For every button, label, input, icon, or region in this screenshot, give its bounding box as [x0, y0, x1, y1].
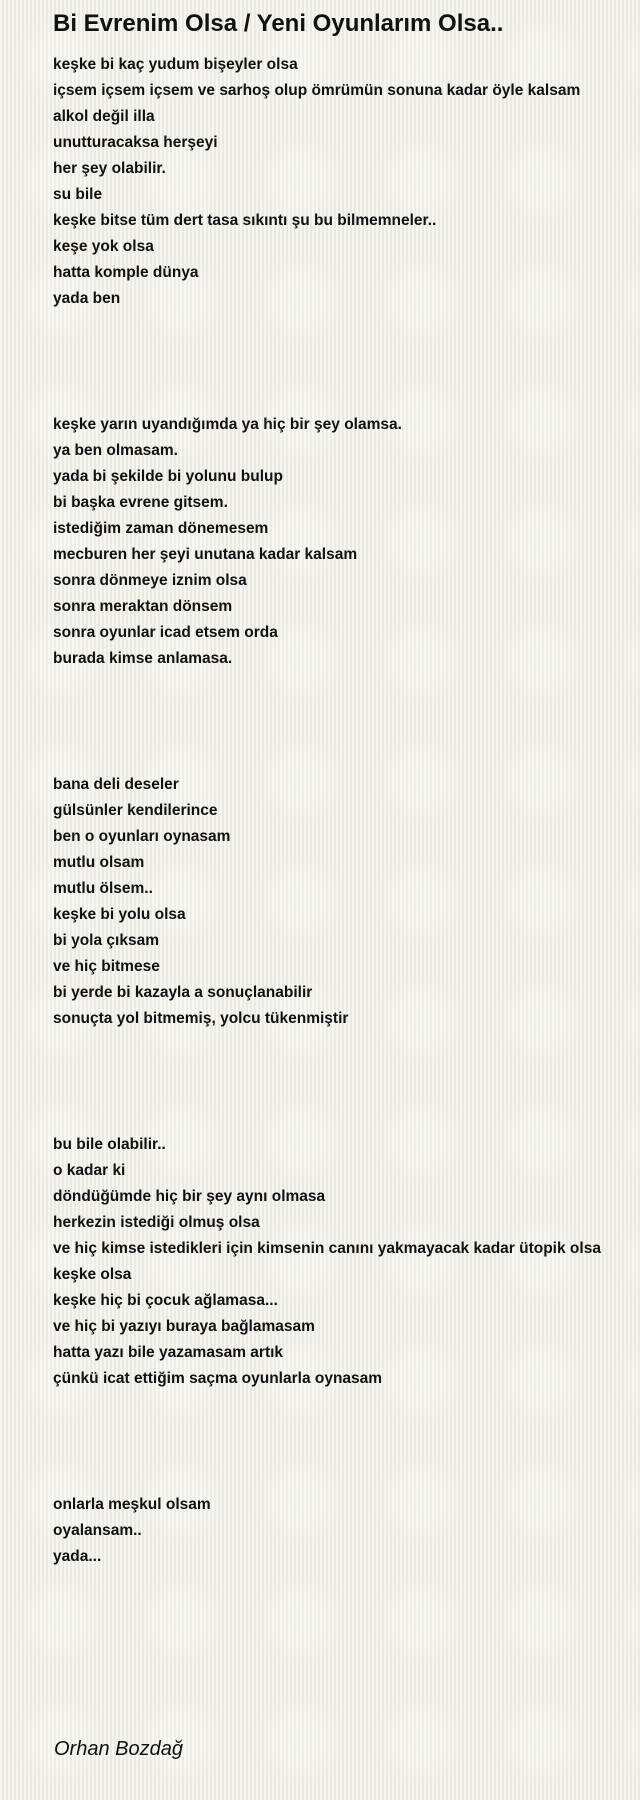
poem-line: yada ben — [53, 290, 121, 307]
poem-line: keşke bitse tüm dert tasa sıkıntı şu bu bilmemneler.. — [53, 212, 437, 229]
poem-line: burada kimse anlamasa. — [53, 650, 233, 667]
poem-line: alkol değil illa — [53, 108, 155, 125]
poem-line: unutturacaksa herşeyi — [53, 134, 218, 151]
poem-line: çünkü icat ettiğim saçma oyunlarla oynasam — [53, 1370, 383, 1387]
poem-line: bi başka evrene gitsem. — [53, 494, 228, 511]
stanza-4 — [53, 1132, 638, 1392]
poem-line: ben o oyunları oynasam — [53, 828, 231, 845]
poem-line: keşke bi yolu olsa — [53, 906, 186, 923]
poem-line: bi yola çıksam — [53, 932, 159, 949]
poem-line: o kadar ki — [53, 1162, 126, 1179]
stanza-3 — [53, 772, 638, 1032]
poem-line: keşke olsa — [53, 1266, 132, 1283]
poem-line: sonra meraktan dönsem — [53, 598, 233, 615]
poem-line: sonra dönmeye iznim olsa — [53, 572, 247, 589]
author-name: Orhan Bozdağ — [54, 1738, 183, 1760]
poem-line: döndüğümde hiç bir şey aynı olmasa — [53, 1188, 326, 1205]
poem-line: hatta yazı bile yazamasam artık — [53, 1344, 284, 1361]
stanza-1 — [53, 52, 638, 312]
poem-line: keşke yarın uyandığımda ya hiç bir şey olamsa. — [53, 416, 402, 433]
poem-line: yada... — [53, 1548, 102, 1565]
poem-line: ve hiç bi yazıyı buraya bağlamasam — [53, 1318, 315, 1335]
poem-line: mutlu olsam — [53, 854, 145, 871]
poem-line: içsem içsem içsem ve sarhoş olup ömrümün sonuna kadar öyle kalsam — [53, 82, 581, 99]
poem-body — [53, 52, 638, 1570]
poem-line: su bile — [53, 186, 103, 203]
poem-line: mutlu ölsem.. — [53, 880, 153, 897]
poem-line: sonra oyunlar icad etsem orda — [53, 624, 278, 641]
poem-line: yada bi şekilde bi yolunu bulup — [53, 468, 283, 485]
poem-line: herkezin istediği olmuş olsa — [53, 1214, 260, 1231]
stanza-2 — [53, 412, 638, 672]
poem-line: ve hiç kimse istedikleri için kimsenin canını yakmayacak kadar ütopik olsa — [53, 1240, 601, 1257]
poem-line: bu bile olabilir.. — [53, 1136, 166, 1153]
poem-line: mecburen her şeyi unutana kadar kalsam — [53, 546, 358, 563]
poem-line: ve hiç bitmese — [53, 958, 160, 975]
poem-line: keşke hiç bi çocuk ağlamasa... — [53, 1292, 278, 1309]
poem-line: bana deli deseler — [53, 776, 179, 793]
poem-line: sonuçta yol bitmemiş, yolcu tükenmiştir — [53, 1010, 349, 1027]
poem-line: ya ben olmasam. — [53, 442, 178, 459]
poem-line: istediğim zaman dönemesem — [53, 520, 269, 537]
poem-line: bi yerde bi kazayla a sonuçlanabilir — [53, 984, 313, 1001]
poem-title: Bi Evrenim Olsa / Yeni Oyunlarım Olsa.. — [53, 10, 504, 37]
stanza-5 — [53, 1492, 638, 1570]
poem-line: keşe yok olsa — [53, 238, 154, 255]
poem-line: onlarla meşkul olsam — [53, 1496, 211, 1513]
poem-line: oyalansam.. — [53, 1522, 142, 1539]
poem-line: her şey olabilir. — [53, 160, 166, 177]
poem-line: hatta komple dünya — [53, 264, 199, 281]
poem-line: keşke bi kaç yudum bişeyler olsa — [53, 56, 298, 73]
poem-line: gülsünler kendilerince — [53, 802, 218, 819]
